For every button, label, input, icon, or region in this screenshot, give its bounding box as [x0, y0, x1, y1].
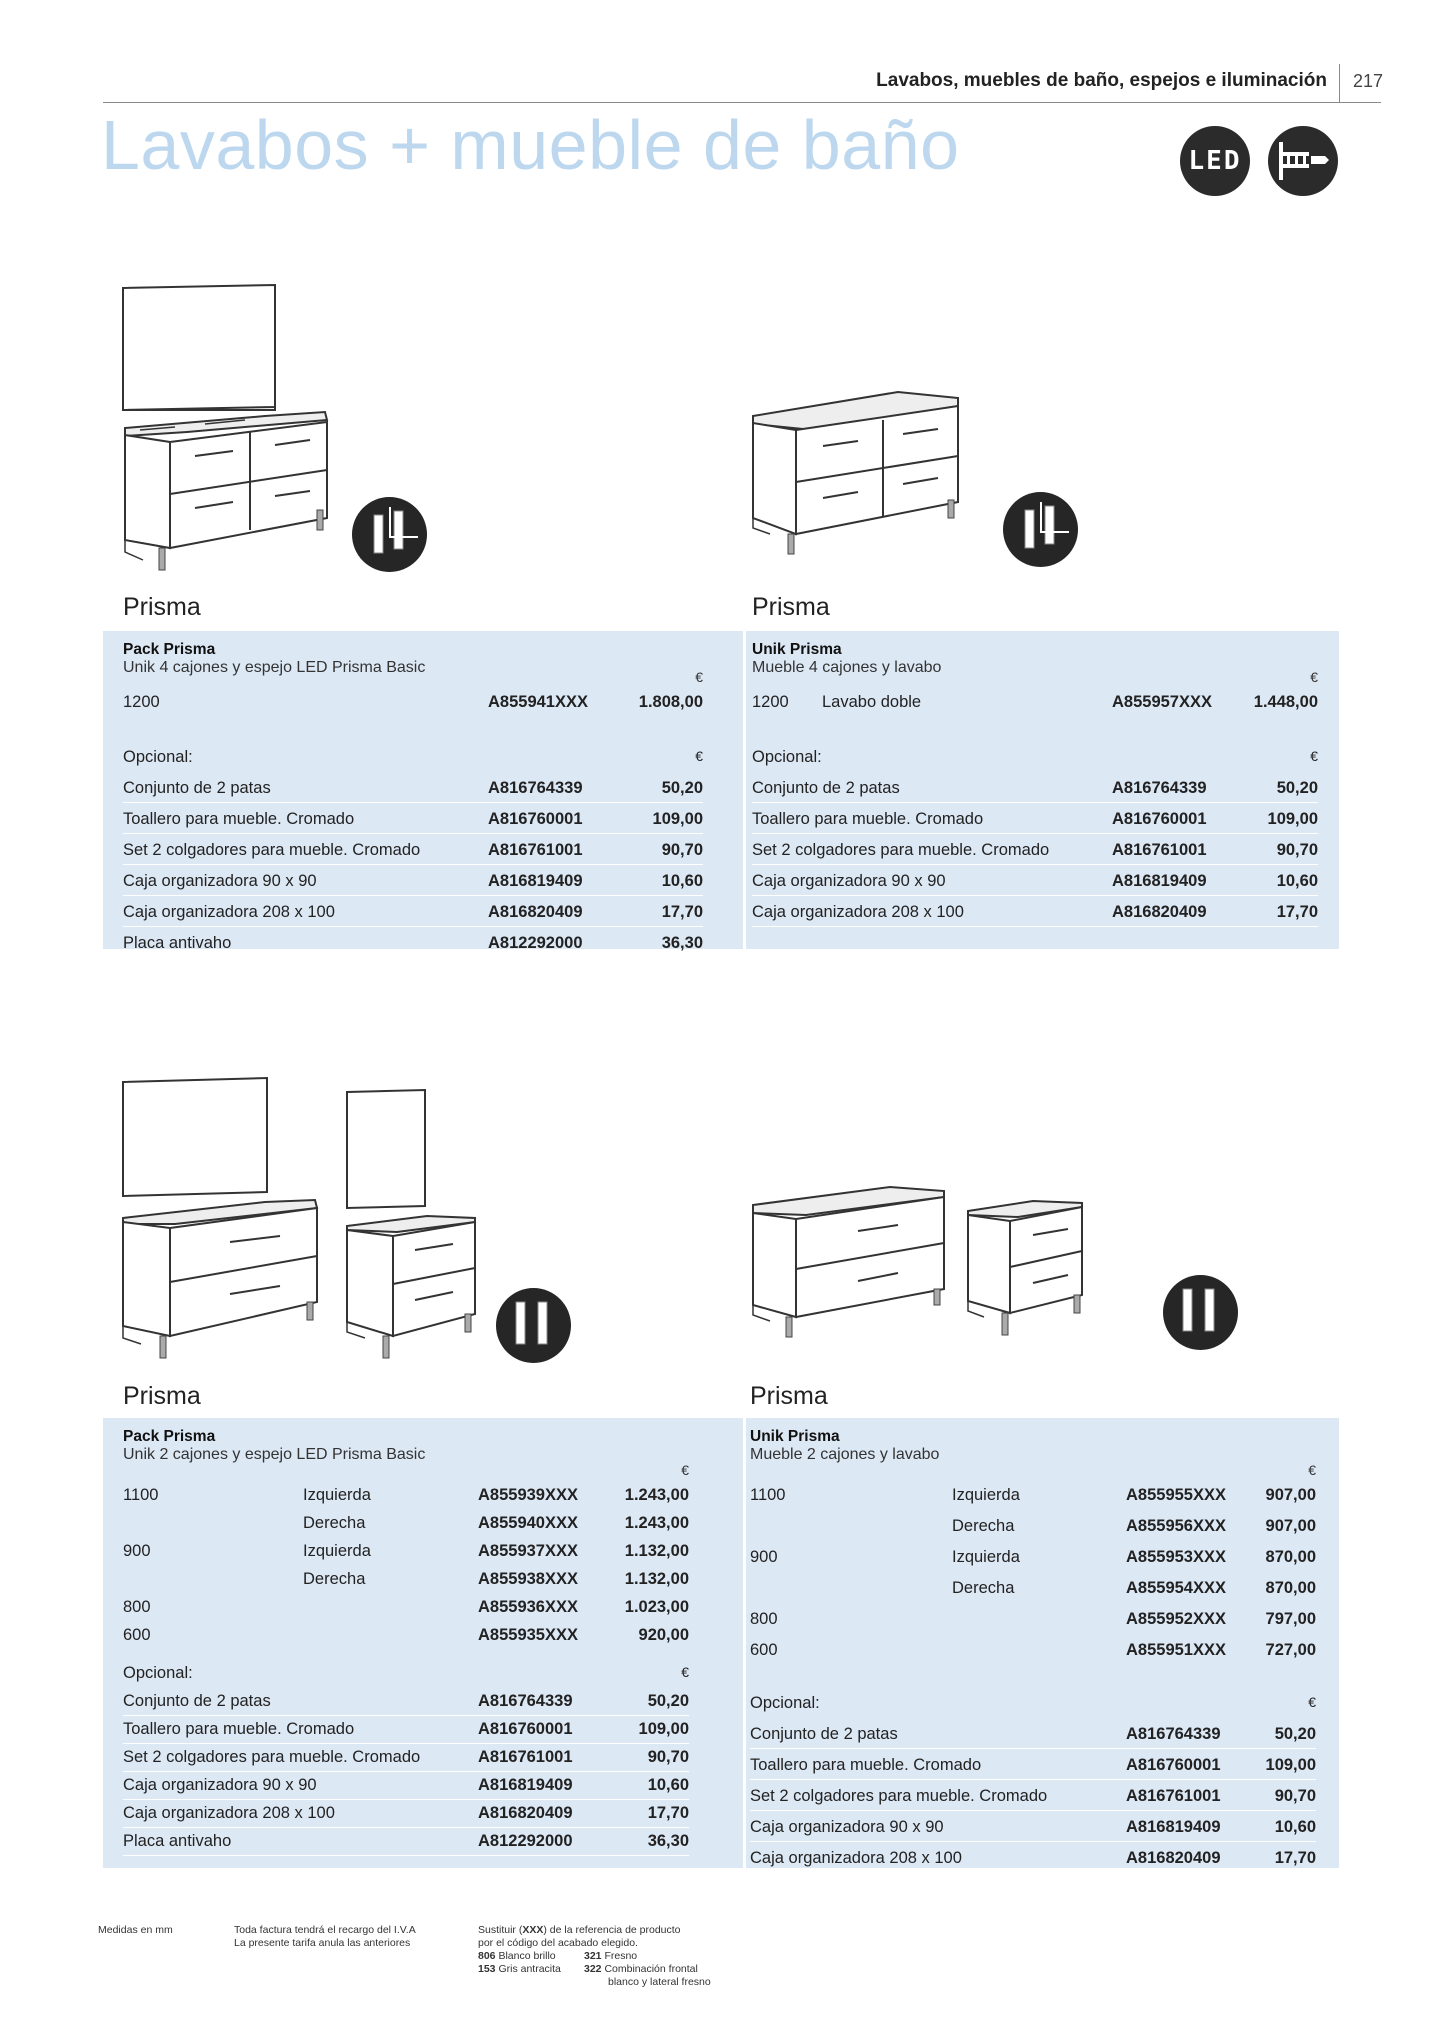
- item-size: 1100: [750, 1486, 786, 1504]
- optional-item-price: 50,20: [647, 1692, 689, 1710]
- item-variant: Derecha: [303, 1514, 366, 1532]
- product-description: Mueble 2 cajones y lavabo: [750, 1446, 940, 1463]
- illustration-unik-prisma-2: [748, 1185, 1098, 1360]
- optional-row: [752, 806, 1318, 834]
- product-description: Unik 2 cajones y espejo LED Prisma Basic: [123, 1446, 426, 1463]
- optional-row: [750, 1721, 1316, 1749]
- optional-row: [750, 1783, 1316, 1811]
- optional-item-price: 90,70: [647, 1748, 689, 1766]
- optional-item-price: 50,20: [661, 779, 703, 797]
- optional-item-price: 10,60: [1276, 872, 1318, 890]
- product-item-row: [752, 689, 1318, 717]
- optional-item-label: Toallero para mueble. Cromado: [752, 810, 984, 828]
- product-item-row: [750, 1606, 1316, 1634]
- optional-row: [123, 837, 703, 865]
- item-variant: Derecha: [952, 1579, 1015, 1597]
- item-size: 900: [750, 1548, 778, 1566]
- item-variant: Derecha: [952, 1517, 1015, 1535]
- footer-units: Medidas en mm: [98, 1924, 173, 1936]
- product-name: Unik Prisma: [752, 641, 842, 658]
- optional-item-label: Placa antivaho: [123, 934, 232, 952]
- product-table: [123, 641, 703, 952]
- optional-row: [123, 868, 703, 896]
- optional-row: [752, 837, 1318, 865]
- item-variant: Izquierda: [303, 1542, 371, 1560]
- optional-item-code: A816820409: [1112, 903, 1207, 921]
- optional-item-code: A816820409: [488, 903, 583, 921]
- optional-item-label: Set 2 colgadores para mueble. Cromado: [123, 1748, 421, 1766]
- product-item-row: [123, 1510, 689, 1538]
- footer-substitute: [478, 1924, 738, 1989]
- optional-item-code: A816819409: [488, 872, 583, 890]
- footer-substitute-line2: por el código del acabado elegido.: [478, 1937, 638, 1949]
- product-item-row: [123, 1594, 689, 1622]
- item-price: 727,00: [1265, 1641, 1316, 1659]
- optional-item-label: Placa antivaho: [123, 1832, 232, 1850]
- optional-row: [123, 930, 703, 958]
- optional-item-price: 10,60: [1274, 1818, 1316, 1836]
- item-code: A855955XXX: [1126, 1486, 1226, 1504]
- item-code: A855936XXX: [478, 1598, 578, 1616]
- product-item-row: [123, 1482, 689, 1510]
- footer-finish-row: 806 Blanco brillo 321 Fresno: [478, 1950, 638, 1962]
- led-badge-icon: [1180, 126, 1250, 196]
- optional-item-code: A816761001: [1112, 841, 1207, 859]
- item-code: A855938XXX: [478, 1570, 578, 1588]
- currency-label: €: [695, 669, 703, 685]
- product-title: Prisma: [752, 593, 830, 621]
- optional-header: [752, 744, 1318, 772]
- product-item-row: [750, 1575, 1316, 1603]
- optional-item-code: A812292000: [478, 1832, 573, 1850]
- item-code: A855956XXX: [1126, 1517, 1226, 1535]
- optional-item-label: Conjunto de 2 patas: [123, 779, 271, 797]
- optional-header: [750, 1690, 1316, 1718]
- currency-label: €: [681, 1462, 689, 1478]
- optional-item-label: Caja organizadora 90 x 90: [123, 1776, 317, 1794]
- item-size: 1200: [123, 693, 160, 711]
- item-code: A855937XXX: [478, 1542, 578, 1560]
- item-code: A855953XXX: [1126, 1548, 1226, 1566]
- optional-currency: €: [1310, 748, 1318, 764]
- optional-item-label: Caja organizadora 90 x 90: [752, 872, 946, 890]
- page-title: Lavabos + mueble de baño: [101, 106, 960, 184]
- optional-item-label: Caja organizadora 208 x 100: [123, 1804, 335, 1822]
- optional-item-code: A816760001: [478, 1720, 573, 1738]
- optional-row: [123, 1716, 689, 1744]
- item-code: A855940XXX: [478, 1514, 578, 1532]
- optional-item-code: A816819409: [1112, 872, 1207, 890]
- optional-item-label: Caja organizadora 90 x 90: [750, 1818, 944, 1836]
- optional-item-price: 109,00: [1267, 810, 1318, 828]
- product-description: Mueble 4 cajones y lavabo: [752, 659, 942, 676]
- optional-item-price: 50,20: [1276, 779, 1318, 797]
- item-size: 600: [750, 1641, 778, 1659]
- legs-option-icon: [496, 1288, 571, 1363]
- optional-item-code: A816764339: [1112, 779, 1207, 797]
- optional-item-label: Conjunto de 2 patas: [752, 779, 900, 797]
- currency-label: €: [1310, 669, 1318, 685]
- product-table: [752, 641, 1318, 949]
- product-item-row: [750, 1513, 1316, 1541]
- optional-item-label: Toallero para mueble. Cromado: [123, 810, 355, 828]
- optional-row: [123, 775, 703, 803]
- optional-item-price: 10,60: [661, 872, 703, 890]
- product-title: Prisma: [750, 1382, 828, 1410]
- item-code: A855954XXX: [1126, 1579, 1226, 1597]
- product-name: Pack Prisma: [123, 641, 216, 658]
- illustration-pack-prisma-2: [115, 1070, 495, 1370]
- item-code: A855952XXX: [1126, 1610, 1226, 1628]
- optional-item-code: A812292000: [488, 934, 583, 952]
- optional-item-code: A816760001: [488, 810, 583, 828]
- item-price: 797,00: [1265, 1610, 1316, 1628]
- optional-row: [123, 1800, 689, 1828]
- item-size: 800: [750, 1610, 778, 1628]
- optional-item-label: Set 2 colgadores para mueble. Cromado: [123, 841, 421, 859]
- optional-item-code: A816760001: [1112, 810, 1207, 828]
- optional-label: Opcional:: [123, 1664, 193, 1682]
- towel-rail-icon: [1275, 138, 1331, 184]
- optional-item-code: A816819409: [478, 1776, 573, 1794]
- optional-currency: €: [681, 1664, 689, 1680]
- optional-currency: €: [1308, 1694, 1316, 1710]
- footer-substitute-line1: Sustituir (XXX) de la referencia de producto: [478, 1924, 681, 1936]
- product-description: Unik 4 cajones y espejo LED Prisma Basic: [123, 659, 426, 676]
- optional-item-label: Conjunto de 2 patas: [750, 1725, 898, 1743]
- optional-item-label: Conjunto de 2 patas: [123, 1692, 271, 1710]
- page-number: 217: [1353, 71, 1384, 91]
- item-price: 1.023,00: [624, 1598, 689, 1616]
- optional-item-price: 90,70: [1274, 1787, 1316, 1805]
- legs-option-icon: [352, 497, 427, 572]
- optional-header: [123, 1660, 689, 1688]
- product-title: Prisma: [123, 593, 201, 621]
- product-name: Unik Prisma: [750, 1428, 840, 1445]
- product-item-row: [123, 1538, 689, 1566]
- optional-item-price: 90,70: [661, 841, 703, 859]
- optional-item-code: A816764339: [1126, 1725, 1221, 1743]
- item-variant: Derecha: [303, 1570, 366, 1588]
- item-size: 1200: [752, 693, 789, 711]
- optional-label: Opcional:: [123, 748, 193, 766]
- optional-item-price: 50,20: [1274, 1725, 1316, 1743]
- footer-finish-row: 153 Gris antracita 322 Combinación frontal: [478, 1963, 698, 1975]
- product-item-row: [750, 1544, 1316, 1572]
- optional-currency: €: [695, 748, 703, 764]
- optional-row: [123, 1744, 689, 1772]
- optional-item-price: 17,70: [661, 903, 703, 921]
- optional-row: [750, 1845, 1316, 1873]
- item-code: A855941XXX: [488, 693, 588, 711]
- legs-option-icon: [1003, 492, 1078, 567]
- optional-item-code: A816820409: [1126, 1849, 1221, 1867]
- item-variant: Lavabo doble: [822, 693, 922, 711]
- footer-finish-322-line2: blanco y lateral fresno: [608, 1976, 711, 1988]
- optional-row: [752, 868, 1318, 896]
- optional-item-code: A816764339: [478, 1692, 573, 1710]
- item-price: 1.243,00: [624, 1486, 689, 1504]
- optional-row: [123, 1688, 689, 1716]
- product-item-row: [123, 1622, 689, 1650]
- optional-item-price: 36,30: [661, 934, 703, 952]
- footer-tax-line1: Toda factura tendrá el recargo del I.V.A: [234, 1924, 416, 1936]
- item-size: 900: [123, 1542, 151, 1560]
- item-price: 870,00: [1265, 1579, 1316, 1597]
- optional-item-code: A816761001: [1126, 1787, 1221, 1805]
- item-variant: Izquierda: [303, 1486, 371, 1504]
- item-code: A855935XXX: [478, 1626, 578, 1644]
- optional-item-label: Caja organizadora 90 x 90: [123, 872, 317, 890]
- item-price: 1.243,00: [624, 1514, 689, 1532]
- optional-item-label: Toallero para mueble. Cromado: [750, 1756, 982, 1774]
- header-separator: [1339, 64, 1340, 102]
- optional-item-label: Set 2 colgadores para mueble. Cromado: [750, 1787, 1048, 1805]
- optional-label: Opcional:: [752, 748, 822, 766]
- item-size: 800: [123, 1598, 151, 1616]
- optional-row: [752, 775, 1318, 803]
- optional-row: [123, 899, 703, 927]
- footer-tax-line2: La presente tarifa anula las anteriores: [234, 1937, 411, 1949]
- item-price: 1.132,00: [624, 1542, 689, 1560]
- optional-item-code: A816820409: [478, 1804, 573, 1822]
- legs-option-icon: [1163, 1275, 1238, 1350]
- item-size: 1100: [123, 1486, 159, 1504]
- product-table: [123, 1428, 689, 1868]
- optional-item-price: 17,70: [1276, 903, 1318, 921]
- optional-row: [123, 806, 703, 834]
- optional-item-code: A816764339: [488, 779, 583, 797]
- product-item-row: [123, 689, 703, 717]
- product-item-row: [750, 1482, 1316, 1510]
- optional-item-price: 90,70: [1276, 841, 1318, 859]
- optional-item-code: A816819409: [1126, 1818, 1221, 1836]
- optional-item-price: 109,00: [652, 810, 703, 828]
- optional-item-label: Set 2 colgadores para mueble. Cromado: [752, 841, 1050, 859]
- header-rule: [103, 102, 1381, 103]
- optional-item-price: 109,00: [638, 1720, 689, 1738]
- optional-header: [123, 744, 703, 772]
- item-code: A855951XXX: [1126, 1641, 1226, 1659]
- optional-row: [750, 1752, 1316, 1780]
- item-code: A855957XXX: [1112, 693, 1212, 711]
- optional-item-label: Toallero para mueble. Cromado: [123, 1720, 355, 1738]
- item-price: 870,00: [1265, 1548, 1316, 1566]
- product-name: Pack Prisma: [123, 1428, 216, 1445]
- optional-row: [752, 899, 1318, 927]
- product-item-row: [750, 1637, 1316, 1665]
- optional-item-code: A816761001: [488, 841, 583, 859]
- optional-item-label: Caja organizadora 208 x 100: [752, 903, 964, 921]
- section-title: Lavabos, muebles de baño, espejos e iluminación: [876, 70, 1327, 91]
- item-price: 907,00: [1265, 1486, 1316, 1504]
- optional-row: [123, 1828, 689, 1856]
- item-code: A855939XXX: [478, 1486, 578, 1504]
- item-price: 920,00: [638, 1626, 689, 1644]
- optional-item-code: A816760001: [1126, 1756, 1221, 1774]
- optional-item-label: Caja organizadora 208 x 100: [750, 1849, 962, 1867]
- optional-item-label: Caja organizadora 208 x 100: [123, 903, 335, 921]
- item-price: 1.448,00: [1253, 693, 1318, 711]
- illustration-unik-prisma-4: [748, 378, 988, 568]
- optional-item-code: A816761001: [478, 1748, 573, 1766]
- footer-tax: [234, 1924, 416, 1950]
- item-price: 1.132,00: [624, 1570, 689, 1588]
- product-title: Prisma: [123, 1382, 201, 1410]
- led-badge-label: LED: [1188, 146, 1242, 176]
- optional-item-price: 109,00: [1265, 1756, 1316, 1774]
- optional-row: [750, 1814, 1316, 1842]
- optional-label: Opcional:: [750, 1694, 820, 1712]
- optional-item-price: 10,60: [647, 1776, 689, 1794]
- item-price: 907,00: [1265, 1517, 1316, 1535]
- optional-row: [123, 1772, 689, 1800]
- product-table: [750, 1428, 1316, 1868]
- item-size: 600: [123, 1626, 151, 1644]
- optional-item-price: 17,70: [647, 1804, 689, 1822]
- product-item-row: [123, 1566, 689, 1594]
- item-variant: Izquierda: [952, 1548, 1020, 1566]
- item-variant: Izquierda: [952, 1486, 1020, 1504]
- towel-rail-badge-icon: [1268, 126, 1338, 196]
- optional-item-price: 36,30: [647, 1832, 689, 1850]
- optional-item-price: 17,70: [1274, 1849, 1316, 1867]
- item-price: 1.808,00: [638, 693, 703, 711]
- currency-label: €: [1308, 1462, 1316, 1478]
